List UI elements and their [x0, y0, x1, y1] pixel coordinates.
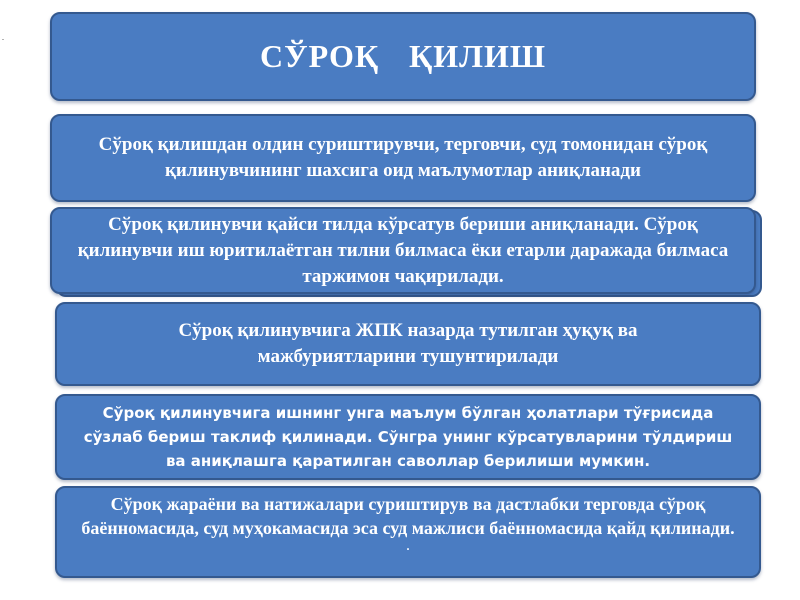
corner-mark: .	[2, 33, 4, 42]
step-text-4: Сўроқ қилинувчига ишнинг унга маълум бўлган ҳолатлари тўғрисида сўзлаб бериш таклиф қилинади. Сўнгра унинг кўрсатувларини тўлдириш ва аниқлашга қаратилган саволлар берилиши мумкин.	[83, 404, 733, 470]
title-word-2: ҚИЛИШ	[409, 38, 546, 74]
step-text-5: Сўроқ жараёни ва натижалари суриштирув ва дастлабки терговда сўроқ баённомасида, суд муҳокамасида эса суд мажлиси баённомасида қайд қилинади.	[81, 494, 735, 538]
step-trailing-dot: .	[406, 539, 410, 553]
title-box	[50, 12, 756, 101]
step-box-4	[55, 394, 761, 480]
page-title	[260, 38, 546, 75]
step-box-5	[55, 486, 761, 578]
step-text-3: Сўроқ қилинувчига ЖПК назарда тутилган ҳуқуқ ва мажбуриятларини тушунтирилади	[178, 320, 638, 367]
step-box-1	[50, 114, 756, 202]
step-text-2: Сўроқ қилинувчи қайси тилда кўрсатув бериши аниқланади. Сўроқ қилинувчи иш юритилаётган тилни билмаса ёки етарли даражада билмаса таржимон чақирилади.	[77, 213, 729, 287]
step-text-1: Сўроқ қилишдан олдин суриштирувчи, терговчи, суд томонидан сўроқ қилинувчининг шахсига оид маълумотлар аниқланади	[98, 134, 708, 181]
step-box-2	[50, 207, 756, 294]
step-box-3	[55, 302, 761, 386]
title-word-1: СЎРОҚ	[259, 38, 380, 74]
